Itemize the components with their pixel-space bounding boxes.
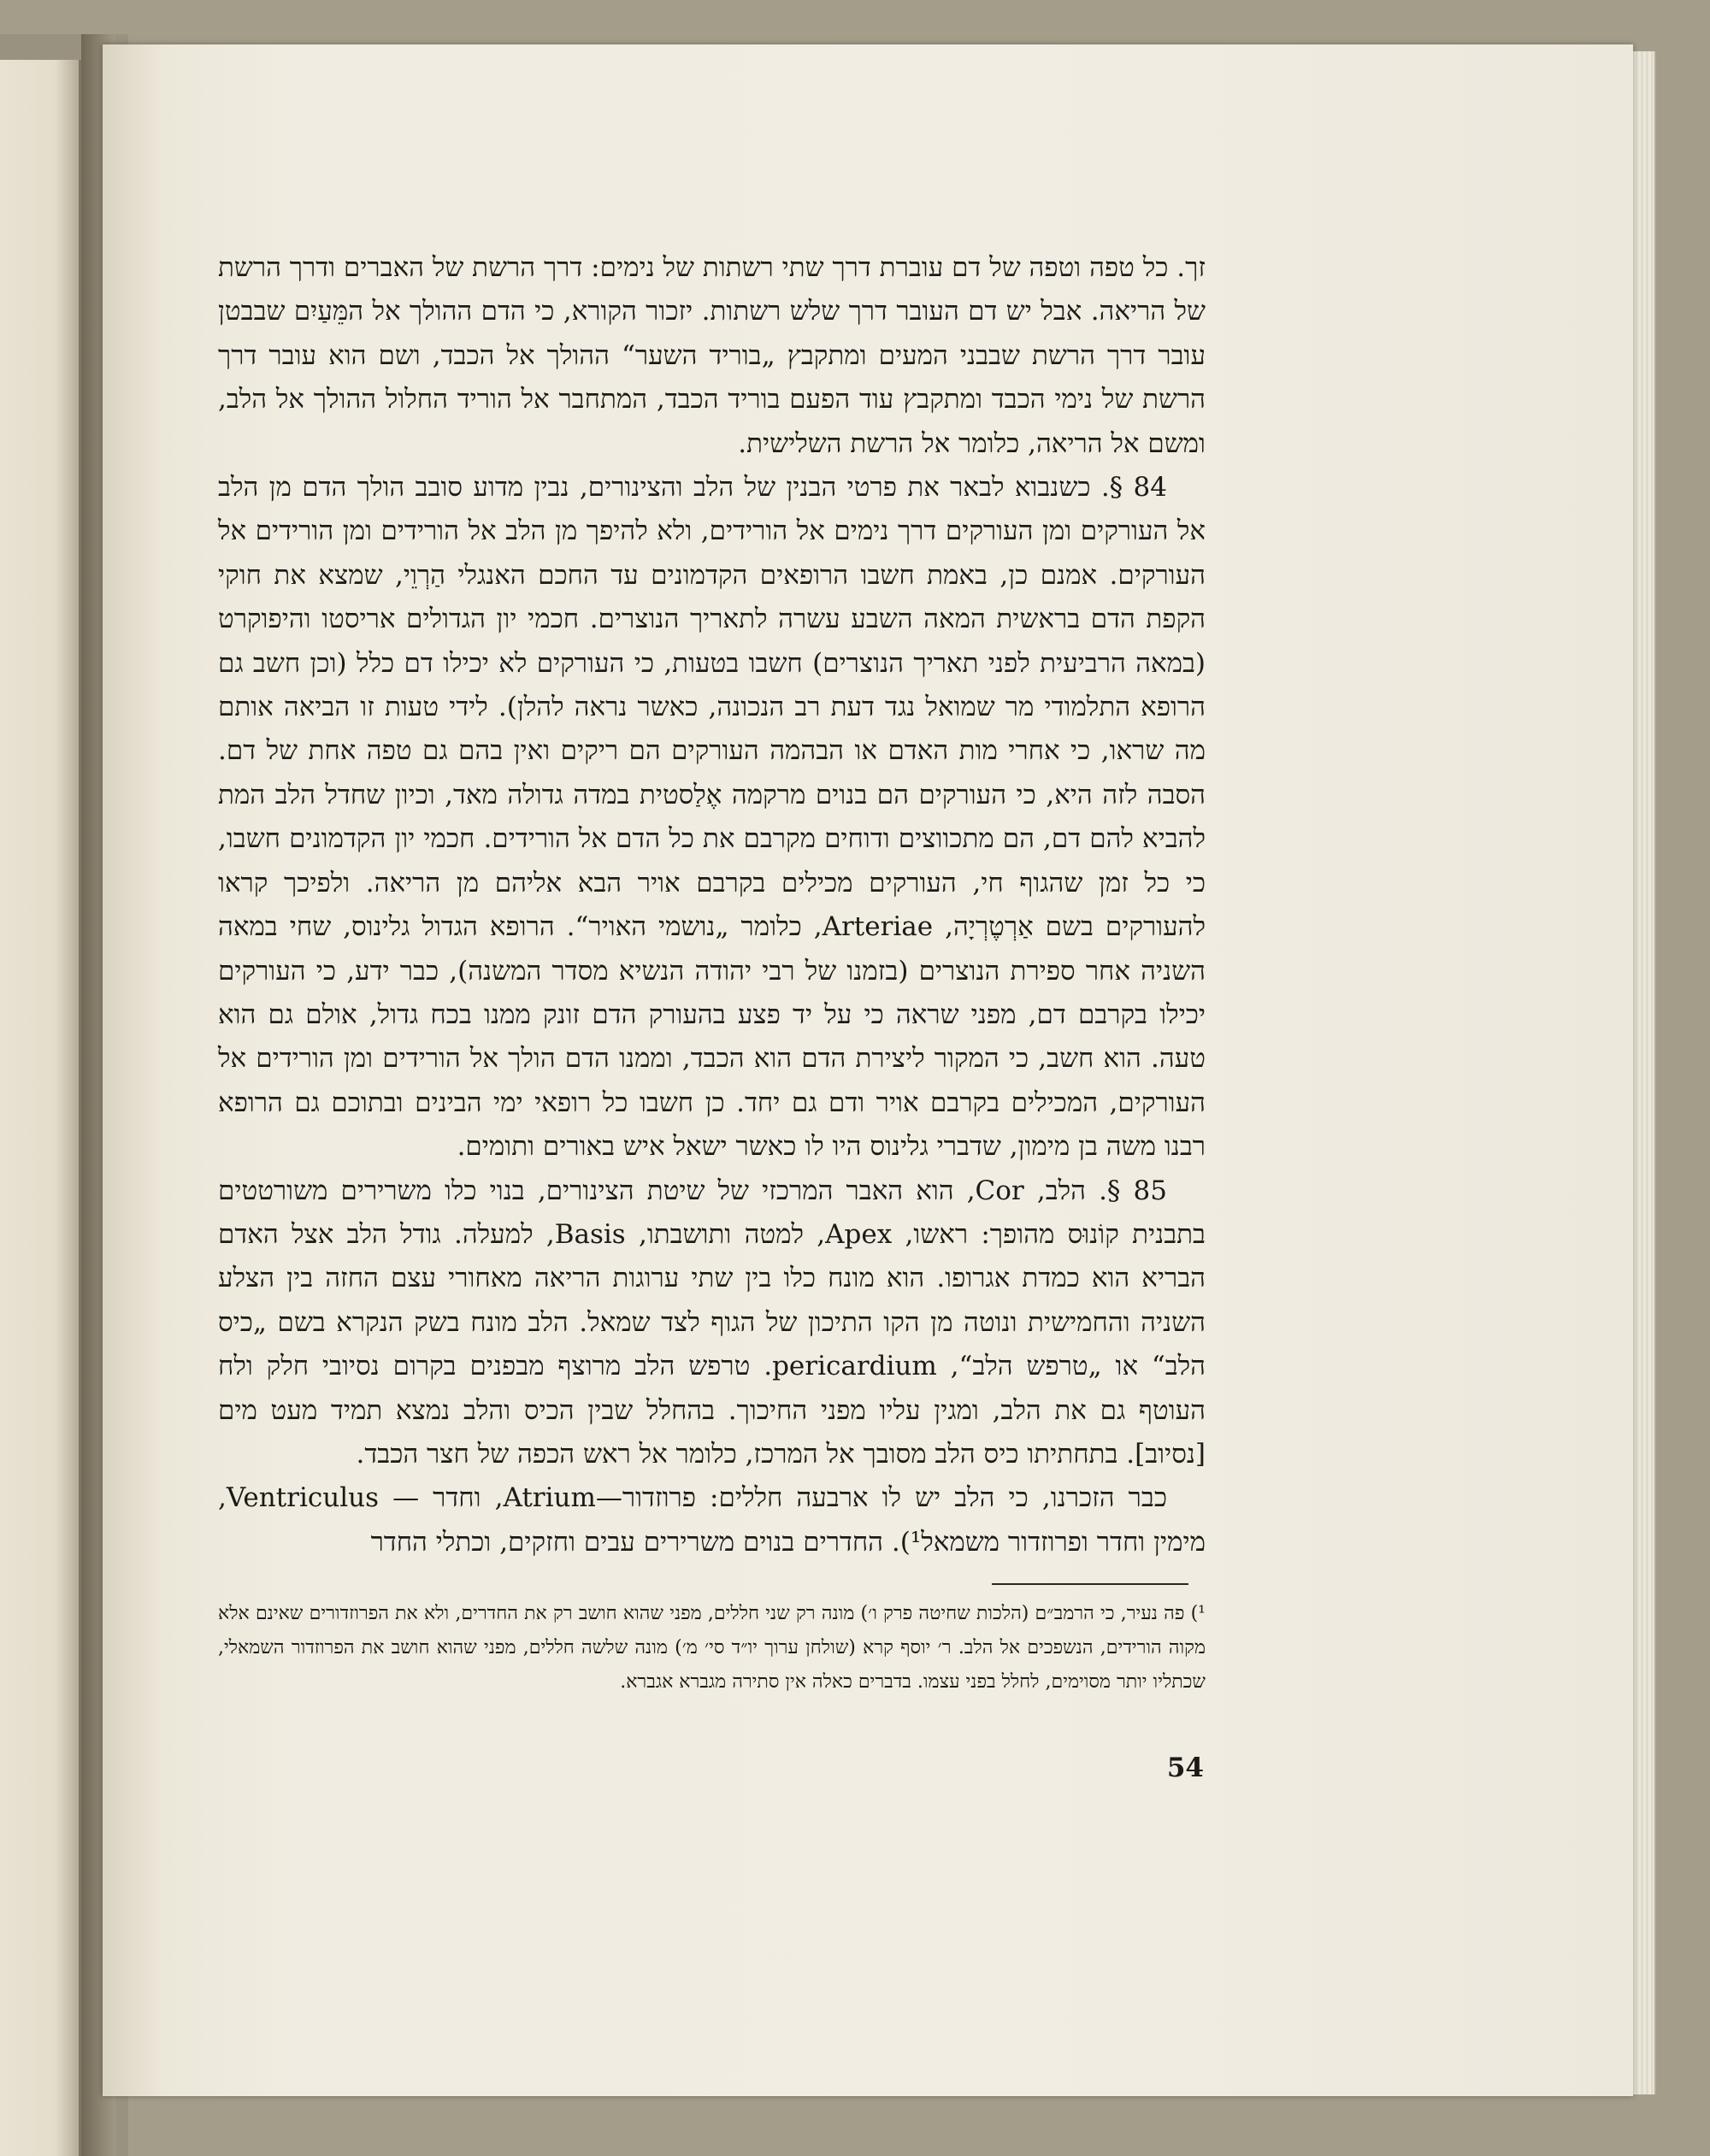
facing-page-edge — [0, 60, 81, 2156]
main-text-block — [218, 246, 1206, 1564]
paragraph-85-chambers: כבר הזכרנו, כי הלב יש לו ארבעה חללים: פרוזדור—Atrium, וחדר — Ventriculus, מימין וחדר ופרוזדור משמאל¹). החדרים בנוים משרירים עבים וחזקים, וכתלי החדר — [218, 1482, 1206, 1558]
footnote: ¹) פה נעיר, כי הרמב״ם (הלכות שחיטה פרק ו׳) מונה רק שני חללים, מפני שהוא חושב רק את החדרים, ולא את הפרוזדורים שאינם אלא מקוה הורידים, הנשפכים אל הלב. ר׳ יוסף קרא (שולחן ערוך יו״ד סי׳ מ׳) מונה שלשה חללים, מפני שהוא חושב את הפרוזדור השמאלי, שכתליו יותר מסוימים, לחלל בפני עצמו. בדברים כאלה אין סתירה מגברא אגברא. — [218, 1603, 1206, 1693]
paragraph-83-continuation: זך. כל טפה וטפה של דם עוברת דרך שתי רשתות של נימים: דרך הרשת של האברים ודרך הרשת של הריאה. אבל יש דם העובר דרך שלש רשתות. יזכור הקורא, כי הדם ההולך אל המֵּעַיִם שבבטן עובר דרך הרשת שבבני המעים ומתקבץ „בוריד השער“ ההולך אל הכבד, ושם הוא עובר דרך הרשת של נימי הכבד ומתקבץ עוד הפעם בוריד הכבד, המתחבר אל הוריד החלול ההולך אל הלב, ומשם אל הריאה, כלומר אל הרשת השלישית. — [218, 252, 1206, 459]
footnote-divider — [992, 1583, 1188, 1585]
paragraph-85: 85 §. הלב, Cor, הוא האבר המרכזי של שיטת הצינורים, בנוי כלו משרירים משורטטים בתבנית קוֹנוּס מהופך: ראשו, Apex, למטה ותושבתו, Basis, למעלה. גודל הלב אצל האדם הבריא הוא כמדת אגרופו. הוא מונח כלו בין שתי ערוגות הריאה מאחורי עצם החזה בין הצלע השניה והחמישית ונוטה מן הקו התיכון של הגוף לצד שמאל. הלב מונח בשק הנקרא בשם „כיס הלב“ או „טרפש הלב“, pericardium. טרפש הלב מרוצף מבפנים בקרום נסיובי חלק ולח העוטף גם את הלב, ומגין עליו מפני החיכוך. בהחלל שבין הכיס והלב נמצא תמיד מעט מים [נסיוב]. בתחתיתו כיס הלב מסובך אל המרכז, כלומר אל ראש הכפה של חצר הכבד. — [218, 1175, 1206, 1470]
page-number: 54 — [1166, 1752, 1204, 1783]
paragraph-84: 84 §. כשנבוא לבאר את פרטי הבנין של הלב והצינורים, נבין מדוע סובב הולך הדם מן הלב אל העורקים ומן העורקים דרך נימים אל הורידים, ולא להיפך מן הלב אל הורידים ומן הורידים אל העורקים. אמנם כן, באמת חשבו הרופאים הקדמונים עד החכם האנגלי הַרְוֵי, שמצא את חוקי הקפת הדם בראשית המאה השבע עשרה לתאריך הנוצרים. חכמי יון הגדולים אריסטו והיפוקרט (במאה הרביעית לפני תאריך הנוצרים) חשבו בטעות, כי העורקים לא יכילו דם כלל (וכן חשב גם הרופא התלמודי מר שמואל נגד דעת רב הנכונה, כאשר נראה להלן). לידי טעות זו הביאה אותם מה שראו, כי אחרי מות האדם או הבהמה העורקים הם ריקים ואין בהם גם טפה אחת של דם. הסבה לזה היא, כי העורקים הם בנוים מרקמה אֶלַסטית במדה גדולה מאד, וכיון שחדל הלב המת להביא להם דם, הם מתכווצים ודוחים מקרבם את כל הדם אל הורידים. חכמי יון הקדמונים חשבו, כי כל זמן שהגוף חי, העורקים מכילים בקרבם אויר הבא אליהם מן הריאה. ולפיכך קראו להעורקים בשם אַרְטֶרְיָה, Arteriae, כלומר „נושמי האויר“. הרופא הגדול גלינוס, שחי במאה השניה אחר ספירת הנוצרים (בזמנו של רבי יהודה הנשיא מסדר המשנה), כבר ידע, כי העורקים יכילו בקרבם דם, מפני שראה כי על יד פצע בהעורק הדם זונק ממנו בכח גדול, אולם גם הוא טעה. הוא חשב, כי המקור ליצירת הדם הוא הכבד, וממנו הדם הולך אל הורידים ומן הורידים אל העורקים, המכילים בקרבם אויר ודם גם יחד. כן חשבו כל רופאי ימי הבינים ובתוכם גם הרופא רבנו משה בן מימון, שדברי גלינוס היו לו כאשר ישאל איש באורים ותומים. — [218, 472, 1206, 1163]
